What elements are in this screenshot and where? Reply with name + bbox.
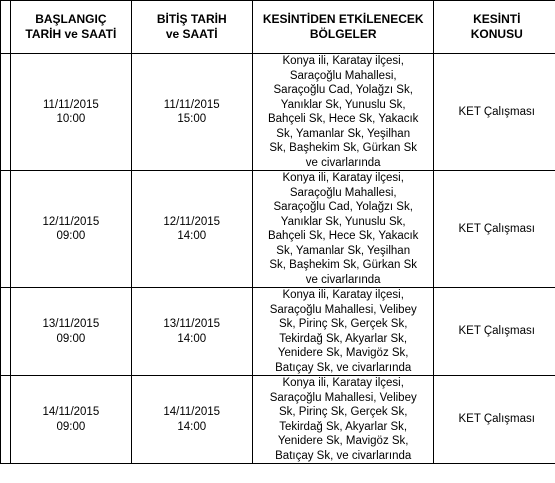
affected-regions-cell: Konya ili, Karatay ilçesi, Saraçoğlu Mahallesi, Saraçoğlu Cad, Yolağzı Sk, Yanıklar Sk, Yunuslu Sk, Bahçeli Sk, Hece Sk, Yakacık Sk, Yamanlar Sk, Yeşilhan Sk, Başhekim Sk, Gürkan Sk ve civarlarında: [252, 54, 434, 171]
outage-topic-cell: KET Çalışması: [434, 376, 555, 464]
left-cut-cell: [1, 54, 11, 171]
table-row: [1, 288, 555, 376]
table-row: [1, 171, 555, 288]
start-datetime-cell: 13/11/2015 09:00: [11, 288, 131, 376]
end-datetime-cell: 14/11/2015 14:00: [131, 376, 252, 464]
left-cut-cell: [1, 376, 11, 464]
end-datetime-cell: 13/11/2015 14:00: [131, 288, 252, 376]
start-datetime-cell: 14/11/2015 09:00: [11, 376, 131, 464]
affected-regions-cell: Konya ili, Karatay ilçesi, Saraçoğlu Mahallesi, Velibey Sk, Pirinç Sk, Gerçek Sk, Tekirdağ Sk, Akyarlar Sk, Yenidere Sk, Mavigöz Sk, Batıçay Sk, ve civarlarında: [252, 376, 434, 464]
table-row: [1, 376, 555, 464]
start-datetime-cell: 11/11/2015 10:00: [11, 54, 131, 171]
outage-topic-cell: KET Çalışması: [434, 288, 555, 376]
outage-topic-cell: KET Çalışması: [434, 54, 555, 171]
table-row: [1, 54, 555, 171]
end-datetime-cell: 12/11/2015 14:00: [131, 171, 252, 288]
outage-topic-cell: KET Çalışması: [434, 171, 555, 288]
affected-regions-cell: Konya ili, Karatay ilçesi, Saraçoğlu Mahallesi, Saraçoğlu Cad, Yolağzı Sk, Yanıklar Sk, Yunuslu Sk, Bahçeli Sk, Hece Sk, Yakacık Sk, Yamanlar Sk, Yeşilhan Sk, Başhekim Sk, Gürkan Sk ve civarlarında: [252, 171, 434, 288]
outage-topic-header: KESİNTİ KONUSU: [434, 1, 555, 54]
start-datetime-cell: 12/11/2015 09:00: [11, 171, 131, 288]
end-datetime-header: BİTİŞ TARİH ve SAATİ: [131, 1, 252, 54]
start-datetime-header: BAŞLANGIÇ TARİH ve SAATİ: [11, 1, 131, 54]
left-cut-column-header: [1, 1, 11, 54]
affected-regions-header: KESİNTİDEN ETKİLENECEK BÖLGELER: [252, 1, 434, 54]
left-cut-cell: [1, 288, 11, 376]
left-cut-cell: [1, 171, 11, 288]
end-datetime-cell: 11/11/2015 15:00: [131, 54, 252, 171]
affected-regions-cell: Konya ili, Karatay ilçesi, Saraçoğlu Mahallesi, Velibey Sk, Pirinç Sk, Gerçek Sk, Tekirdağ Sk, Akyarlar Sk, Yenidere Sk, Mavigöz Sk, Batıçay Sk, ve civarlarında: [252, 288, 434, 376]
header-row: [1, 1, 555, 54]
